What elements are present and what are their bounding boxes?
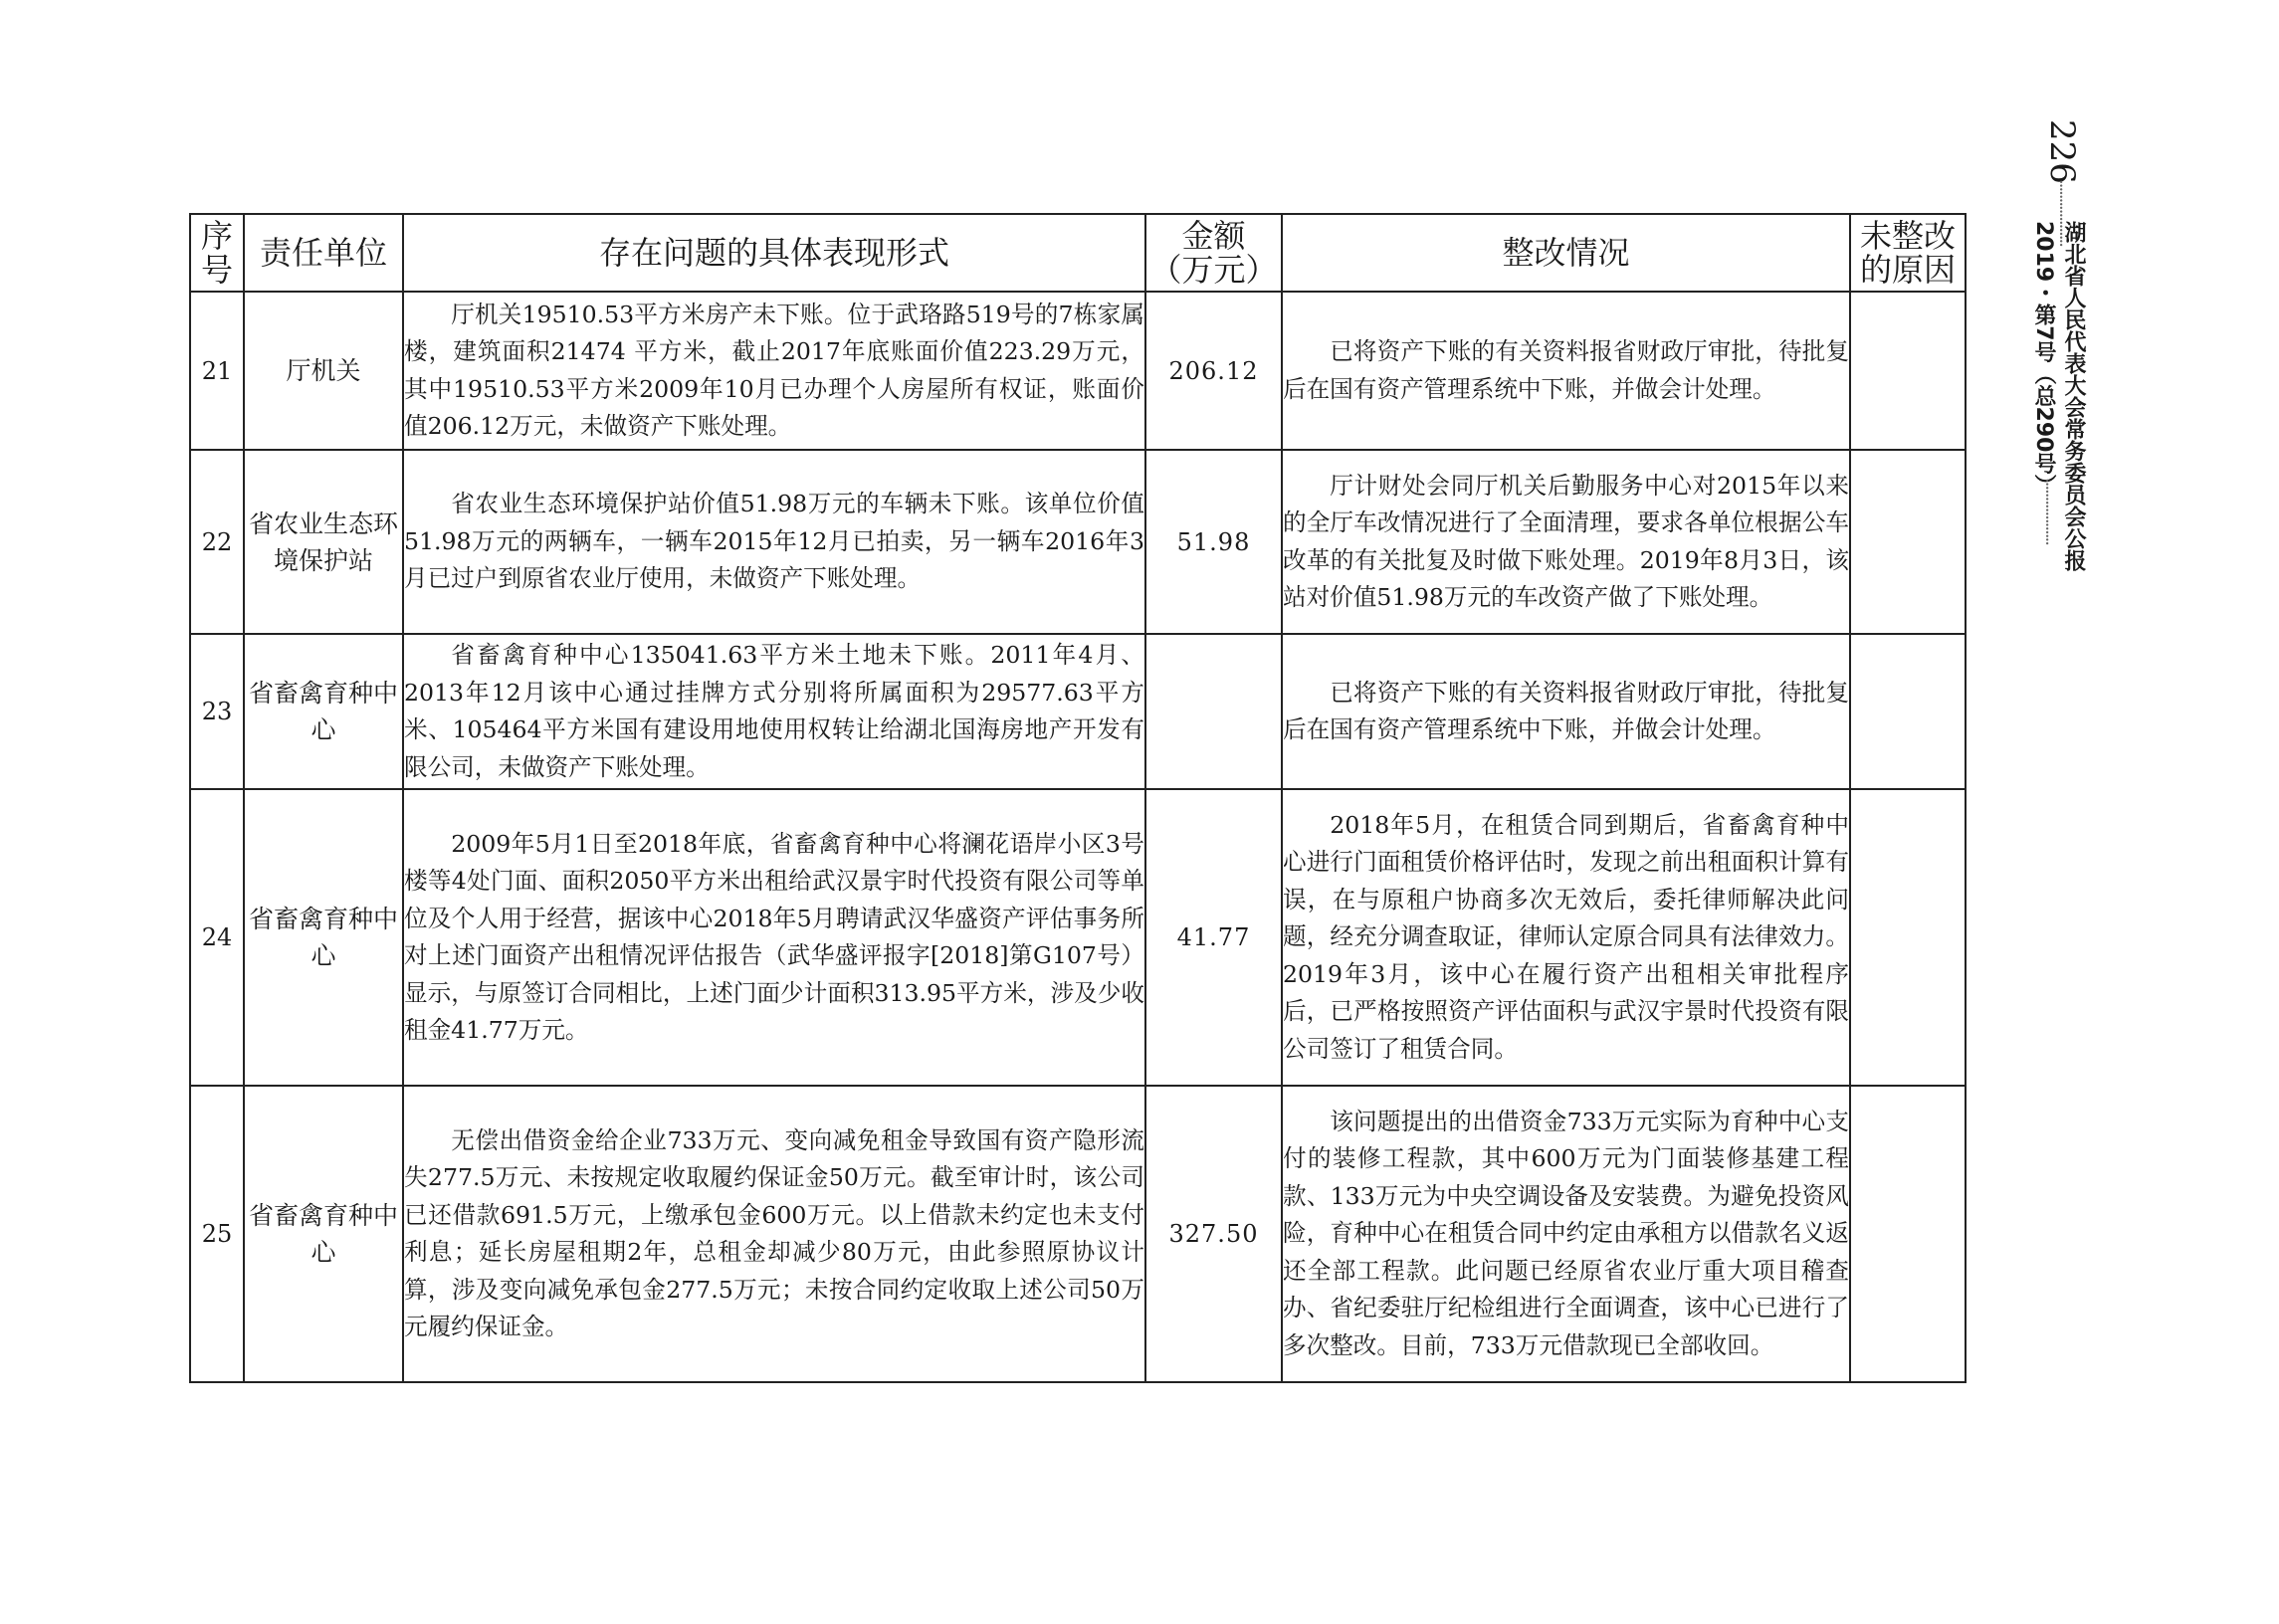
- row-rectification: 厅计财处会同厅机关后勤服务中心对2015年以来的全厅车改情况进行了全面清理，要求各单位根据公车改革的有关批复及时做下账处理。2019年8月3日，该站对价值51.98万元的车改资产做了下账处理。: [1282, 450, 1850, 634]
- row-problem: 省畜禽育种中心135041.63平方米土地未下账。2011年4月、2013年12月该中心通过挂牌方式分别将所属面积为29577.63平方米、105464平方米国有建设用地使用权转让给湖北国海房地产开发有限公司，未做资产下账处理。: [403, 634, 1145, 789]
- row-no: 25: [190, 1086, 244, 1382]
- row-reason: [1850, 634, 1966, 789]
- header-reason: 未整改 的原因: [1850, 214, 1966, 292]
- row-amount: 41.77: [1145, 789, 1282, 1086]
- row-no: 21: [190, 292, 244, 450]
- leader-dots-2: ··················: [2036, 478, 2057, 544]
- row-amount: 327.50: [1145, 1086, 1282, 1382]
- page-number: 226: [2042, 119, 2082, 184]
- row-rectification: 已将资产下账的有关资料报省财政厅审批，待批复后在国有资产管理系统中下账，并做会计处理。: [1282, 292, 1850, 450]
- rectification-table: [189, 213, 1967, 1383]
- row-problem: 省农业生态环境保护站价值51.98万元的车辆未下账。该单位价值51.98万元的两辆车，一辆车2015年12月已拍卖，另一辆车2016年3月已过户到原省农业厅使用，未做资产下账处理。: [403, 450, 1145, 634]
- row-unit: 厅机关: [244, 292, 403, 450]
- row-no: 22: [190, 450, 244, 634]
- table-header-row: [190, 214, 1966, 292]
- row-rectification: 2018年5月，在租赁合同到期后，省畜禽育种中心进行门面租赁价格评估时，发现之前出租面积计算有误，在与原租户协商多次无效后，委托律师解决此问题，经充分调查取证，律师认定原合同具有法律效力。2019年3月，该中心在履行资产出租相关审批程序后，已严格按照资产评估面积与武汉宇景时代投资有限公司签订了租赁合同。: [1282, 789, 1850, 1086]
- row-unit: 省畜禽育种中心: [244, 789, 403, 1086]
- header-amount: 金额 （万元）: [1145, 214, 1282, 292]
- row-rectification: 已将资产下账的有关资料报省财政厅审批，待批复后在国有资产管理系统中下账，并做会计处理。: [1282, 634, 1850, 789]
- row-problem: 厅机关19510.53平方米房产未下账。位于武珞路519号的7栋家属楼，建筑面积21474 平方米，截止2017年底账面价值223.29万元，其中19510.53平方米2009年10月已办理个人房屋所有权证，账面价值206.12万元，未做资产下账处理。: [403, 292, 1145, 450]
- table-row: [190, 789, 1966, 1086]
- row-reason: [1850, 292, 1966, 450]
- row-amount: 206.12: [1145, 292, 1282, 450]
- row-no: 23: [190, 634, 244, 789]
- row-problem: 2009年5月1日至2018年底，省畜禽育种中心将澜花语岸小区3号楼等4处门面、面积2050平方米出租给武汉景宇时代投资有限公司等单位及个人用于经营，据该中心2018年5月聘请武汉华盛资产评估事务所对上述门面资产出租情况评估报告（武华盛评报字[2018]第G107号）显示，与原签订合同相比，上述门面少计面积313.95平方米，涉及少收租金41.77万元。: [403, 789, 1145, 1086]
- row-unit: 省畜禽育种中心: [244, 634, 403, 789]
- journal-title: 湖北省人民代表大会常务委员会公报: [2061, 221, 2086, 571]
- row-unit: 省畜禽育种中心: [244, 1086, 403, 1382]
- table-row: [190, 634, 1966, 789]
- row-amount: [1145, 634, 1282, 789]
- header-problem: 存在问题的具体表现形式: [403, 214, 1145, 292]
- row-unit: 省农业生态环境保护站: [244, 450, 403, 634]
- row-rectification: 该问题提出的出借资金733万元实际为育种中心支付的装修工程款，其中600万元为门面装修基建工程款、133万元为中央空调设备及安装费。为避免投资风险，育种中心在租赁合同中约定由承租方以借款名义返还全部工程款。此问题已经原省农业厅重大项目稽查办、省纪委驻厅纪检组进行全面调查，该中心已进行了多次整改。目前，733万元借款现已全部收回。: [1282, 1086, 1850, 1382]
- header-unit: 责任单位: [244, 214, 403, 292]
- header-no: 序 号: [190, 214, 244, 292]
- row-amount: 51.98: [1145, 450, 1282, 634]
- table-row: [190, 450, 1966, 634]
- row-reason: [1850, 450, 1966, 634]
- issue-label: 2019・第7号（总290号）: [2031, 221, 2056, 497]
- row-problem: 无偿出借资金给企业733万元、变向减免租金导致国有资产隐形流失277.5万元、未按规定收取履约保证金50万元。截至审计时，该公司已还借款691.5万元，上缴承包金600万元。以上借款未约定也未支付利息；延长房屋租期2年，总租金却减少80万元，由此参照原协议计算，涉及变向减免承包金277.5万元；未按合同约定收取上述公司50万元履约保证金。: [403, 1086, 1145, 1382]
- leader-dots: ··················: [2050, 179, 2071, 246]
- table-row: [190, 292, 1966, 450]
- row-no: 24: [190, 789, 244, 1086]
- row-reason: [1850, 789, 1966, 1086]
- header-rectification: 整改情况: [1282, 214, 1850, 292]
- table-row: [190, 1086, 1966, 1382]
- row-reason: [1850, 1086, 1966, 1382]
